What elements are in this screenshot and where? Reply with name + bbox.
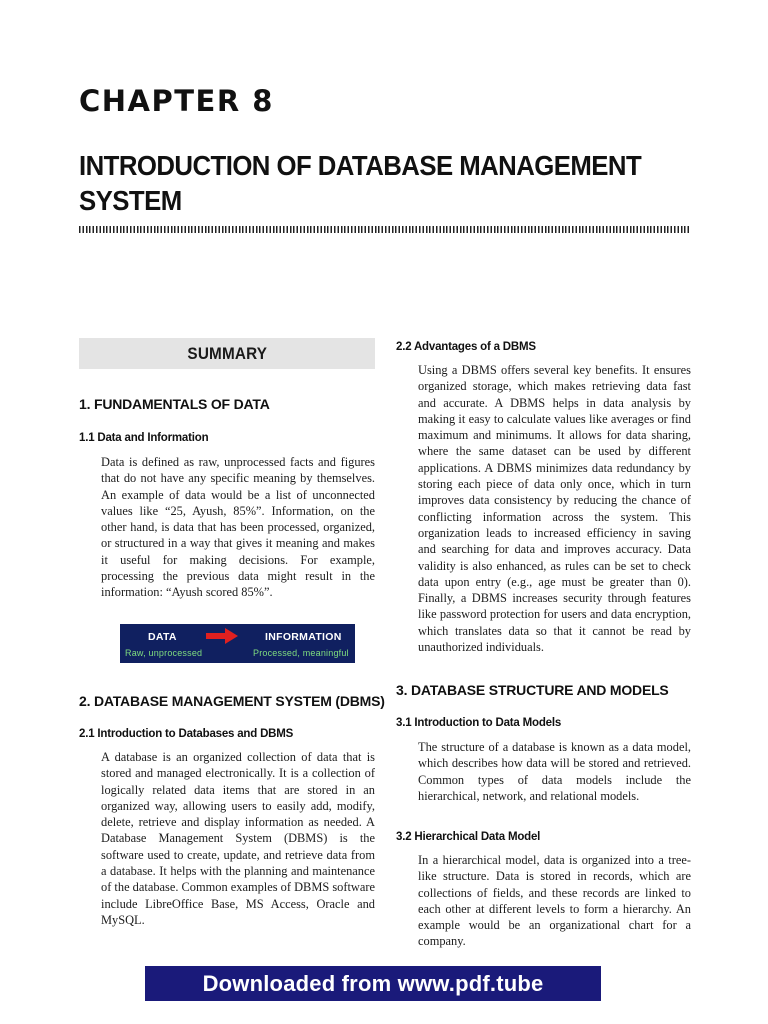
figure-data-label: DATA [148,631,177,643]
right-arrow-icon [206,628,238,644]
chapter-number: CHAPTER 8 [79,84,274,118]
chapter-title: INTRODUCTION OF DATABASE MANAGEMENT SYSTEM [79,150,642,216]
figure-data-sublabel: Raw, unprocessed [125,648,203,658]
data-to-information-figure [120,624,355,663]
title-underline-rule [79,226,690,233]
section-3-heading: 3. DATABASE STRUCTURE AND MODELS [396,682,669,698]
summary-banner [79,338,375,369]
section-1-1-heading: 1.1 Data and Information [79,432,209,444]
section-1-heading: 1. FUNDAMENTALS OF DATA [79,396,270,412]
download-source-banner[interactable] [145,966,601,1001]
section-3-1-body: The structure of a database is known as a data model, which describes how data will be stored and retrieved. Common types of data models include the hierarchical, network, and relational models. [418,740,691,803]
section-2-1-heading: 2.1 Introduction to Databases and DBMS [79,728,294,740]
figure-information-sublabel: Processed, meaningful [253,648,349,658]
section-2-1-body: A database is an organized collection of data that is stored and managed electronically. It is a collection of logically related data items that are stored in an organized way, allowing users to easily add, modify, delete, retrieve and display information as needed. A Database Management System (DBMS) is the software used to create, update, and retrieve data from a database. It helps with the planning and maintenance of the database. Common examples of DBMS software include LibreOffice Base, MS Access, Oracle and MySQL. [101,750,375,927]
figure-information-label: INFORMATION [265,631,342,643]
summary-label: SUMMARY [187,343,267,363]
section-3-1-heading: 3.1 Introduction to Data Models [396,717,562,729]
section-2-2-body: Using a DBMS offers several key benefits. It ensures organized storage, which makes retrieving data fast and accurate. A DBMS helps in data analysis by making it easy to calculate values like averages or find maximum and minimums. It allows for data sharing, where the same dataset can be used by different applications. A DBMS minimizes data redundancy by storing each piece of data only once, which in turn improves data consistency by reducing the chance of conflicting information across the system. This organization leads to increased efficiency in saving and searching for data and improves accuracy. Data validity is also enhanced, as rules can be set to check data upon entry (e.g., age must be greater than 0). Finally, a DBMS increases security through features like password protection for users and data encryption, which translates data so that it cannot be read by unauthorized individuals. [418,363,691,655]
download-source-text: Downloaded from www.pdf.tube [202,970,544,996]
section-1-1-body: Data is defined as raw, unprocessed facts and figures that do not have any specific meaning by themselves. An example of data would be a list of unconnected values like “25, Ayush, 85%”. Information, on the other hand, is data that has been processed, organized, or structured in a way that gives it meaning and makes it useful for making decisions. For example, processing the previous data might result in the information: “Ayush scored 85%”. [101,455,375,600]
section-3-2-heading: 3.2 Hierarchical Data Model [396,831,541,843]
section-2-heading: 2. DATABASE MANAGEMENT SYSTEM (DBMS) [79,693,385,709]
section-2-2-heading: 2.2 Advantages of a DBMS [396,341,536,353]
section-3-2-body: In a hierarchical model, data is organized into a tree-like structure. Data is stored in records, which are collections of fields, and these records are linked to each other at different levels to form a hierarchy. An example would be an organizational chart for a company. [418,853,691,949]
